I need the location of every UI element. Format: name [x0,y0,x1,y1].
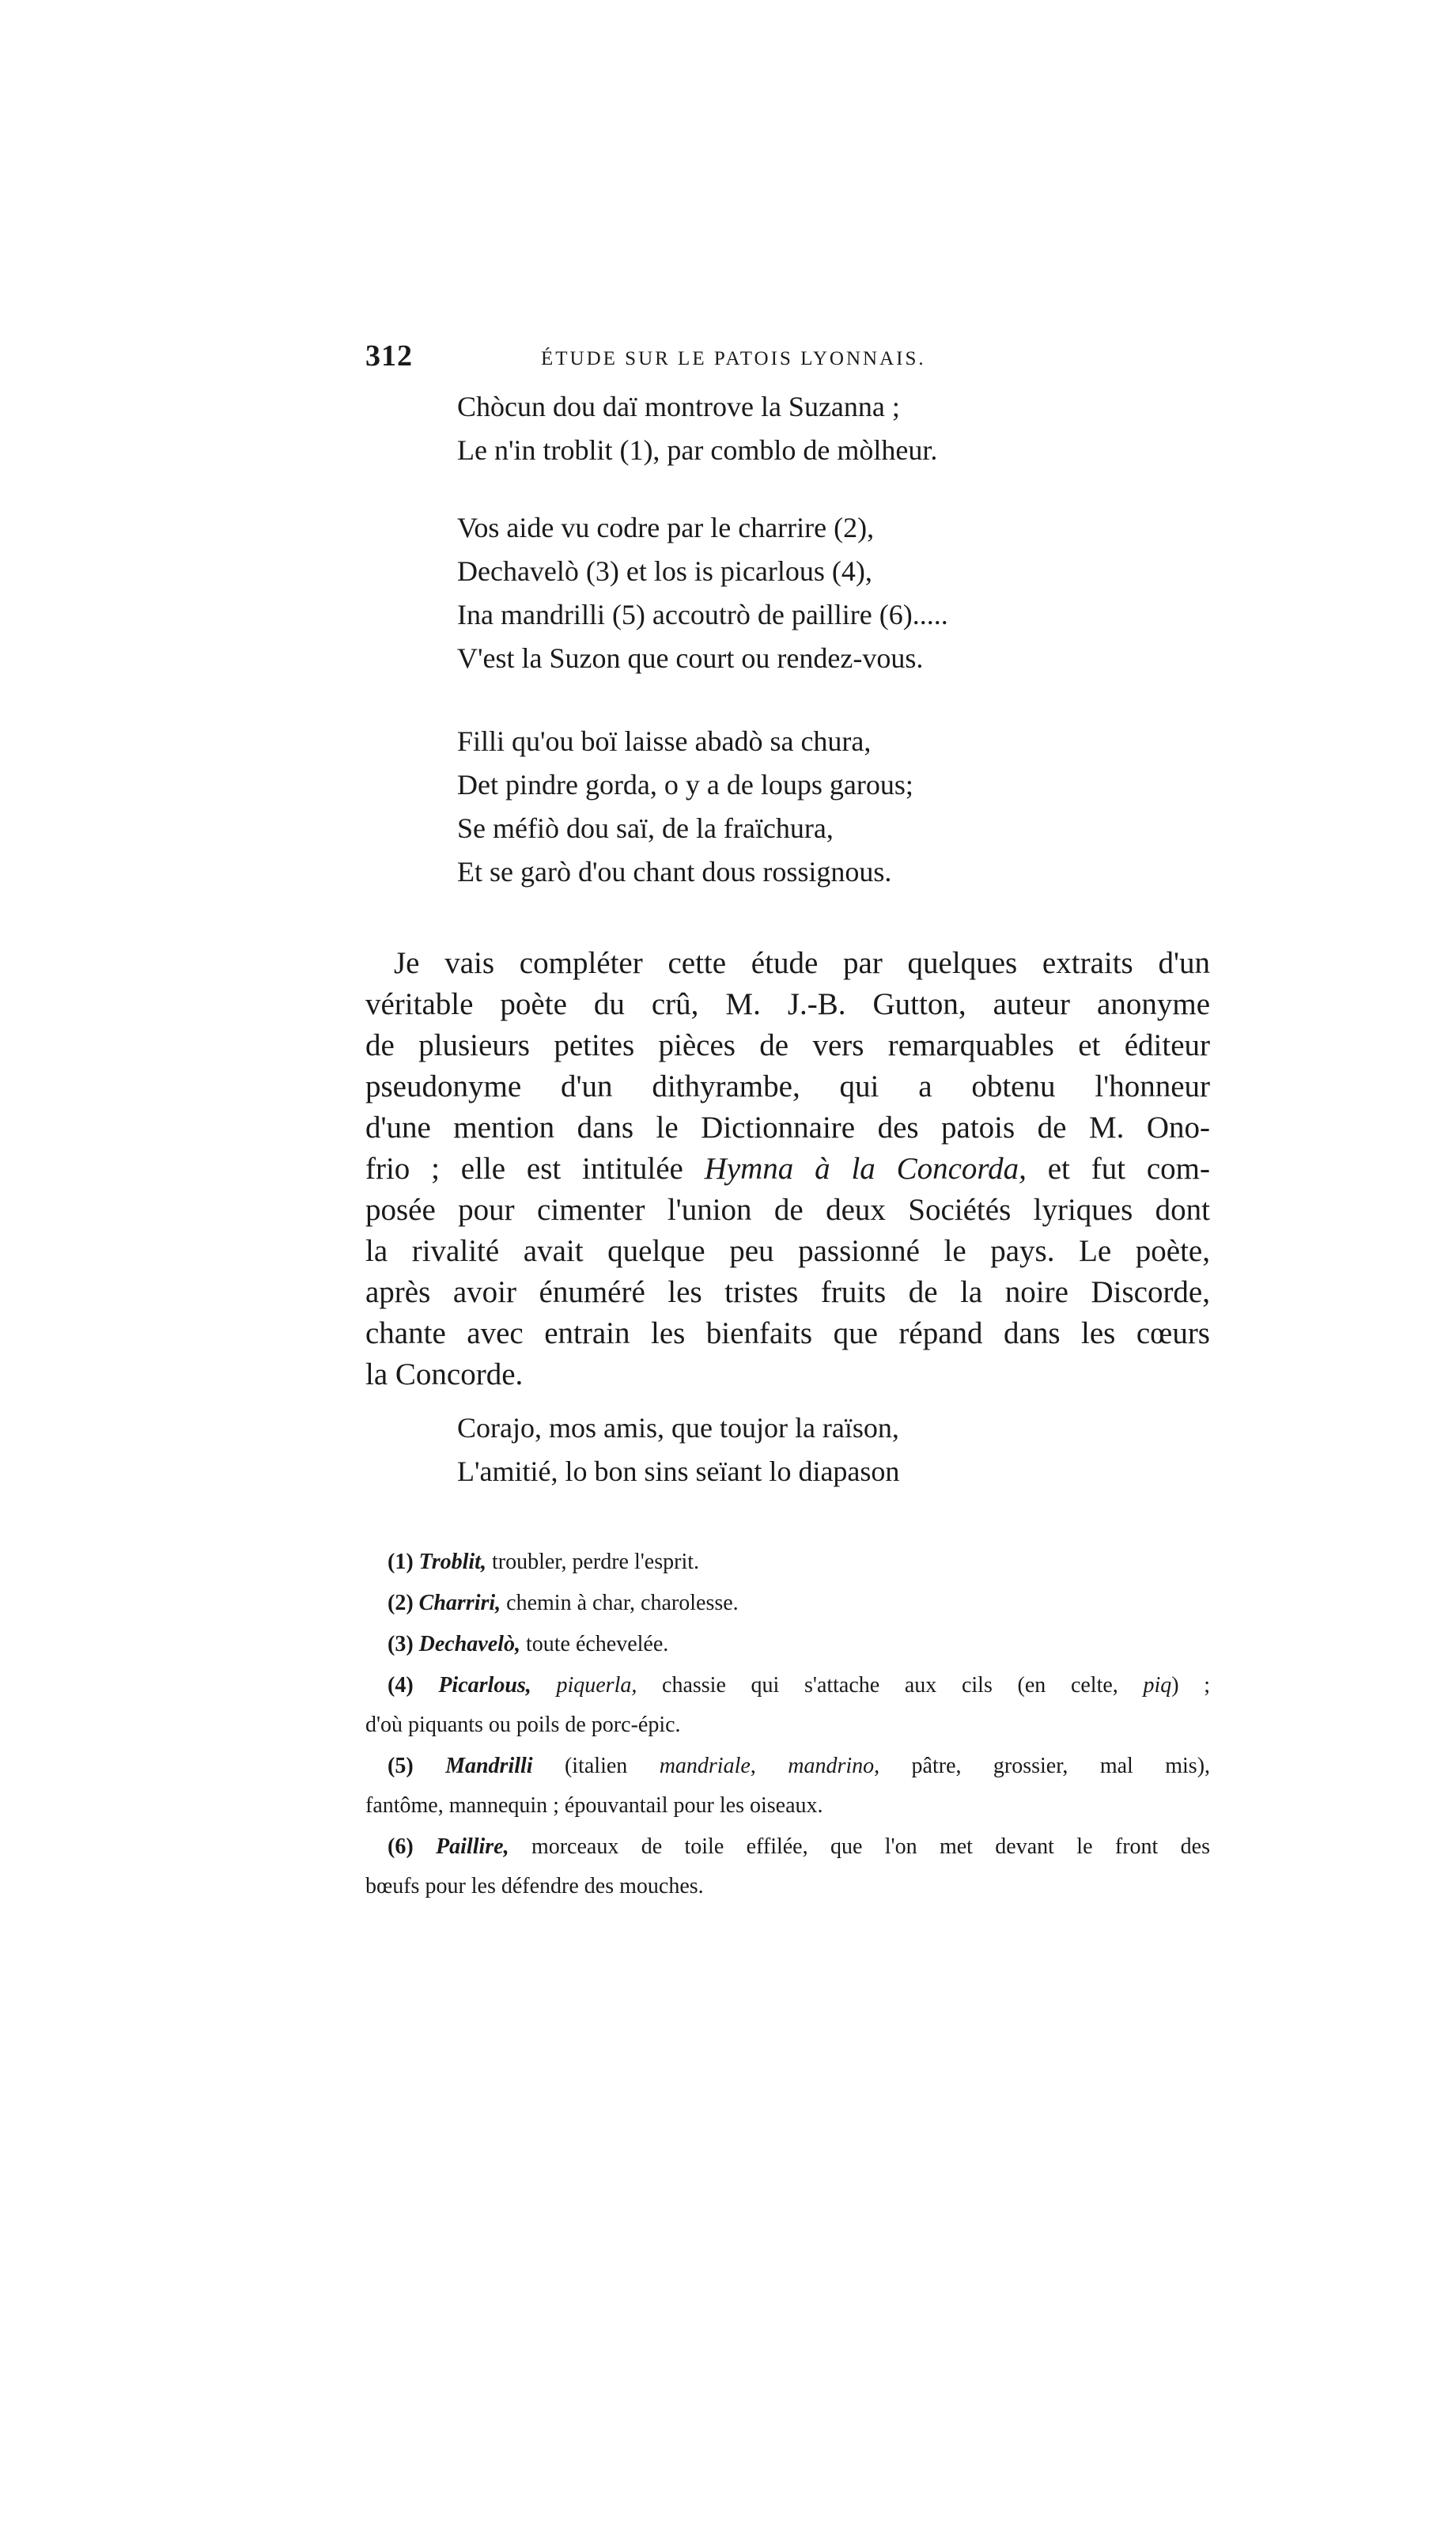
footnote-text: troubler, perdre l'esprit. [486,1550,700,1574]
footnote-headword: Troblit, [418,1550,486,1574]
verse-stanza-4 [457,1406,899,1493]
footnote-variant: piquerla, [556,1673,637,1698]
footnote-3 [365,1625,1210,1664]
page-header [365,339,1053,386]
footnote-text: chassie qui s'attache aux cils (en celte, [637,1673,1144,1698]
footnote-text: ) ; [1171,1673,1211,1698]
footnote-text: d'où piquants ou poils de porc-épic. [365,1713,681,1737]
footnote-italian-word: mandriale, [659,1754,756,1778]
verse-stanza-3 [457,720,913,894]
prose-line: après avoir énuméré les tristes fruits de la noire Discorde, [365,1275,1210,1309]
verse-line: L'amitié, lo bon sins seïant lo diapason [457,1455,900,1487]
page-number: 312 [365,339,413,373]
verse-line: Corajo, mos amis, que toujor la raïson, [457,1412,899,1444]
footnote-4 [365,1666,1210,1745]
footnote-number: (4) [388,1673,414,1698]
footnote-italian-word: mandrino, [788,1754,880,1778]
footnote-headword: Mandrilli [445,1754,533,1778]
verse-line: Vos aide vu codre par le charrire (2), [457,512,875,543]
prose-line [365,1149,1210,1190]
prose-line: pseudonyme d'un dithyrambe, qui a obtenu l'honneur [365,1069,1210,1103]
prose-line: de plusieurs petites pièces de vers remarquables et éditeur [365,1028,1210,1062]
footnote-headword: Charriri, [418,1591,501,1615]
footnote-2 [365,1584,1210,1623]
verse-line: Filli qu'ou boï laisse abadò sa chura, [457,725,872,757]
footnote-headword: Paillire, [436,1834,509,1859]
verse-line: Se méfiò dou saï, de la fraïchura, [457,812,834,844]
footnote-headword: Dechavelò, [418,1632,520,1656]
footnote-celtic-word: piq [1143,1673,1172,1698]
footnote-text: pâtre, grossier, mal mis), [879,1754,1211,1778]
prose-paragraph [365,943,1210,1395]
footnotes [365,1543,1210,1906]
footnote-text: chemin à char, charolesse. [501,1591,739,1615]
verse-line: Le n'in troblit (1), par comblo de mòlheur. [457,434,938,466]
verse-line: V'est la Suzon que court ou rendez-vous. [457,642,924,674]
footnote-text: toute échevelée. [520,1632,669,1656]
verse-line: Et se garò d'ou chant dous rossignous. [457,856,892,888]
footnote-1 [365,1543,1210,1582]
footnote-number: (2) [388,1591,414,1615]
footnote-headword: Picarlous, [438,1673,531,1698]
prose-line: Je vais compléter cette étude par quelques extraits d'un [394,946,1210,980]
prose-line: posée pour cimenter l'union de deux Sociétés lyriques dont [365,1193,1210,1227]
verse-stanza-2 [457,506,948,680]
prose-line: d'une mention dans le Dictionnaire des patois de M. Ono- [365,1111,1210,1145]
footnote-6 [365,1827,1210,1906]
footnote-5 [365,1747,1210,1826]
footnote-text: (italien [532,1754,660,1778]
poem-title: Hymna à la Concorda, [704,1152,1027,1186]
prose-text: et fut com- [1026,1152,1210,1186]
prose-text: frio ; elle est intitulée [365,1152,705,1186]
running-head: ÉTUDE SUR LE PATOIS LYONNAIS. [541,348,926,369]
footnote-number: (5) [388,1754,414,1778]
footnote-text: bœufs pour les défendre des mouches. [365,1874,704,1898]
prose-line: véritable poète du crû, M. J.-B. Gutton, auteur anonyme [365,987,1210,1021]
footnote-text: morceaux de toile effilée, que l'on met devant le front des [509,1834,1210,1859]
prose-line: la Concorde. [365,1357,524,1391]
footnote-number: (3) [388,1632,414,1656]
footnote-number: (6) [388,1834,414,1859]
verse-line: Chòcun dou daï montrove la Suzanna ; [457,391,900,422]
footnote-number: (1) [388,1550,414,1574]
verse-line: Dechavelò (3) et los is picarlous (4), [457,555,872,587]
prose-line: la rivalité avait quelque peu passionné le pays. Le poète, [365,1234,1210,1268]
verse-line: Det pindre gorda, o y a de loups garous; [457,769,913,801]
prose-line: chante avec entrain les bienfaits que répand dans les cœurs [365,1316,1210,1350]
footnote-text: fantôme, mannequin ; épouvantail pour les oiseaux. [365,1793,823,1818]
verse-stanza-1 [457,385,937,472]
verse-line: Ina mandrilli (5) accoutrò de paillire (6)..... [457,599,948,630]
